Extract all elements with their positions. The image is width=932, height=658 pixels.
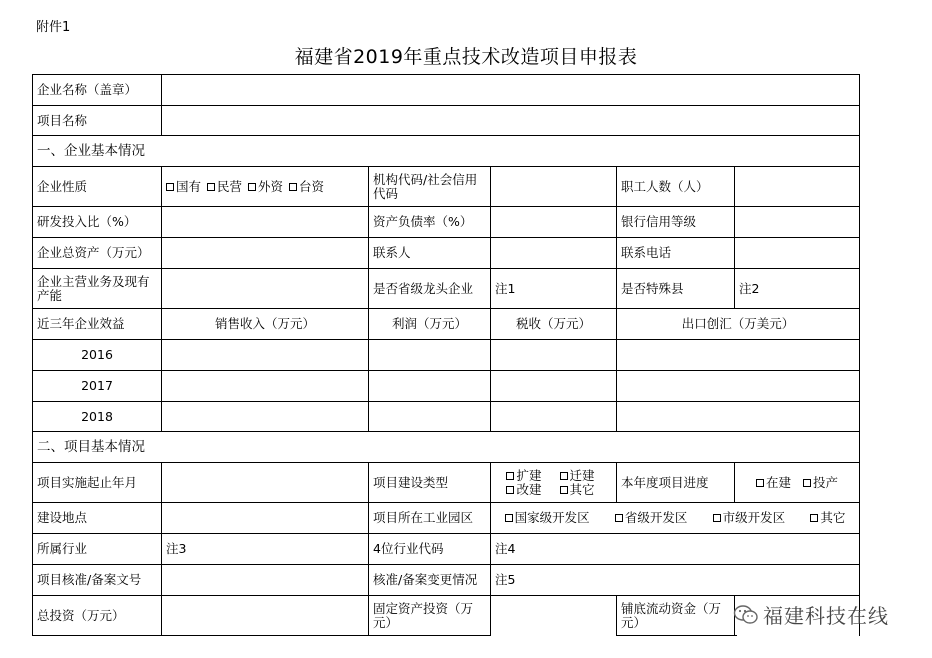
- rd-ratio-label: 研发投入比（%）: [32, 206, 161, 237]
- employees-field[interactable]: [734, 166, 859, 206]
- export-2016-field[interactable]: [616, 339, 859, 370]
- employees-label: 职工人数（人）: [616, 166, 734, 206]
- checkbox-icon: [560, 486, 568, 494]
- tax-header: 税收（万元）: [490, 308, 616, 339]
- export-header: 出口创汇（万美元）: [616, 308, 859, 339]
- profit-header: 利润（万元）: [368, 308, 490, 339]
- fixed-invest-label: 固定资产投资（万元）: [368, 595, 490, 636]
- checkbox-icon: [615, 514, 623, 522]
- table-bottom-border: [32, 635, 491, 636]
- note5-field[interactable]: 注5: [490, 564, 859, 595]
- phone-field[interactable]: [734, 237, 859, 268]
- section-project-basic: 二、项目基本情况: [32, 431, 859, 462]
- main-business-label: 企业主营业务及现有产能: [32, 268, 161, 308]
- option-other-type[interactable]: 其它: [560, 483, 601, 497]
- export-2018-field[interactable]: [616, 401, 859, 431]
- checkbox-icon: [560, 472, 568, 480]
- year-2016-label: 2016: [32, 339, 161, 370]
- profit-2018-field[interactable]: [368, 401, 490, 431]
- tax-2017-field[interactable]: [490, 370, 616, 401]
- checkbox-icon: [810, 514, 818, 522]
- note3-field[interactable]: 注3: [161, 533, 368, 564]
- tax-2016-field[interactable]: [490, 339, 616, 370]
- total-assets-label: 企业总资产（万元）: [32, 237, 161, 268]
- industry-label: 所属行业: [32, 533, 161, 564]
- total-assets-field[interactable]: [161, 237, 368, 268]
- company-nature-label: 企业性质: [32, 166, 161, 206]
- option-expand[interactable]: 扩建: [506, 469, 541, 483]
- option-other-zone[interactable]: 其它: [810, 511, 845, 525]
- application-form-table: [32, 74, 860, 636]
- option-provincial-zone[interactable]: 省级开发区: [615, 511, 688, 525]
- table-bottom-border-2: [617, 635, 737, 636]
- build-type-options: [490, 462, 616, 502]
- park-options: [490, 502, 859, 533]
- provincial-leader-label: 是否省级龙头企业: [368, 268, 490, 308]
- approval-no-label: 项目核准/备案文号: [32, 564, 161, 595]
- rd-ratio-field[interactable]: [161, 206, 368, 237]
- wechat-icon: [733, 604, 759, 626]
- phone-label: 联系电话: [616, 237, 734, 268]
- debt-ratio-label: 资产负债率（%）: [368, 206, 490, 237]
- checkbox-icon: [506, 486, 514, 494]
- location-field[interactable]: [161, 502, 368, 533]
- option-private[interactable]: 民营: [207, 180, 242, 194]
- contact-label: 联系人: [368, 237, 490, 268]
- note2-field[interactable]: 注2: [734, 268, 859, 308]
- option-rebuild[interactable]: 改建: [506, 483, 541, 497]
- option-national-zone[interactable]: 国家级开发区: [505, 511, 590, 525]
- bank-credit-field[interactable]: [734, 206, 859, 237]
- sales-2017-field[interactable]: [161, 370, 368, 401]
- location-label: 建设地点: [32, 502, 161, 533]
- company-name-label: 企业名称（盖章）: [32, 74, 161, 105]
- table-right-border: [859, 74, 860, 636]
- checkbox-icon: [166, 183, 174, 191]
- option-under-construction[interactable]: 在建: [756, 476, 791, 490]
- period-field[interactable]: [161, 462, 368, 502]
- org-code-field[interactable]: [490, 166, 616, 206]
- contact-field[interactable]: [490, 237, 616, 268]
- checkbox-icon: [207, 183, 215, 191]
- period-label: 项目实施起止年月: [32, 462, 161, 502]
- checkbox-icon: [506, 472, 514, 480]
- progress-options: [734, 462, 859, 502]
- sales-2016-field[interactable]: [161, 339, 368, 370]
- project-name-label: 项目名称: [32, 105, 161, 135]
- bank-credit-label: 银行信用等级: [616, 206, 734, 237]
- checkbox-icon: [505, 514, 513, 522]
- approval-no-field[interactable]: [161, 564, 368, 595]
- working-capital-label: 铺底流动资金（万元）: [616, 595, 734, 636]
- year-2017-label: 2017: [32, 370, 161, 401]
- sales-2018-field[interactable]: [161, 401, 368, 431]
- page-title: 福建省2019年重点技术改造项目申报表: [294, 46, 638, 68]
- note1-field[interactable]: 注1: [490, 268, 616, 308]
- company-name-field[interactable]: [161, 74, 859, 105]
- note4-field[interactable]: 注4: [490, 533, 859, 564]
- checkbox-icon: [713, 514, 721, 522]
- sales-header: 销售收入（万元）: [161, 308, 368, 339]
- org-code-label: 机构代码/社会信用代码: [368, 166, 490, 206]
- progress-label: 本年度项目进度: [616, 462, 734, 502]
- attachment-label: 附件1: [36, 20, 71, 35]
- option-foreign[interactable]: 外资: [248, 180, 283, 194]
- benefits-label: 近三年企业效益: [32, 308, 161, 339]
- park-label: 项目所在工业园区: [368, 502, 490, 533]
- project-name-field[interactable]: [161, 105, 859, 135]
- industry-code-label: 4位行业代码: [368, 533, 490, 564]
- build-type-label: 项目建设类型: [368, 462, 490, 502]
- total-invest-label: 总投资（万元）: [32, 595, 161, 636]
- watermark-text: 福建科技在线: [763, 604, 889, 628]
- option-relocate[interactable]: 迁建: [560, 469, 595, 483]
- year-2018-label: 2018: [32, 401, 161, 431]
- option-state-owned[interactable]: 国有: [166, 180, 201, 194]
- fixed-invest-field[interactable]: [490, 595, 616, 636]
- option-in-production[interactable]: 投产: [803, 476, 838, 490]
- checkbox-icon: [289, 183, 297, 191]
- profit-2016-field[interactable]: [368, 339, 490, 370]
- option-city-zone[interactable]: 市级开发区: [713, 511, 786, 525]
- approval-change-label: 核准/备案变更情况: [368, 564, 490, 595]
- checkbox-icon: [803, 479, 811, 487]
- tax-2018-field[interactable]: [490, 401, 616, 431]
- checkbox-icon: [756, 479, 764, 487]
- company-nature-options: [161, 166, 368, 206]
- section-company-basic: 一、企业基本情况: [32, 135, 859, 166]
- checkbox-icon: [248, 183, 256, 191]
- main-business-field[interactable]: [161, 268, 368, 308]
- watermark: [733, 600, 889, 629]
- total-invest-field[interactable]: [161, 595, 368, 636]
- profit-2017-field[interactable]: [368, 370, 490, 401]
- export-2017-field[interactable]: [616, 370, 859, 401]
- debt-ratio-field[interactable]: [490, 206, 616, 237]
- option-taiwan[interactable]: 台资: [289, 180, 324, 194]
- special-county-label: 是否特殊县: [616, 268, 734, 308]
